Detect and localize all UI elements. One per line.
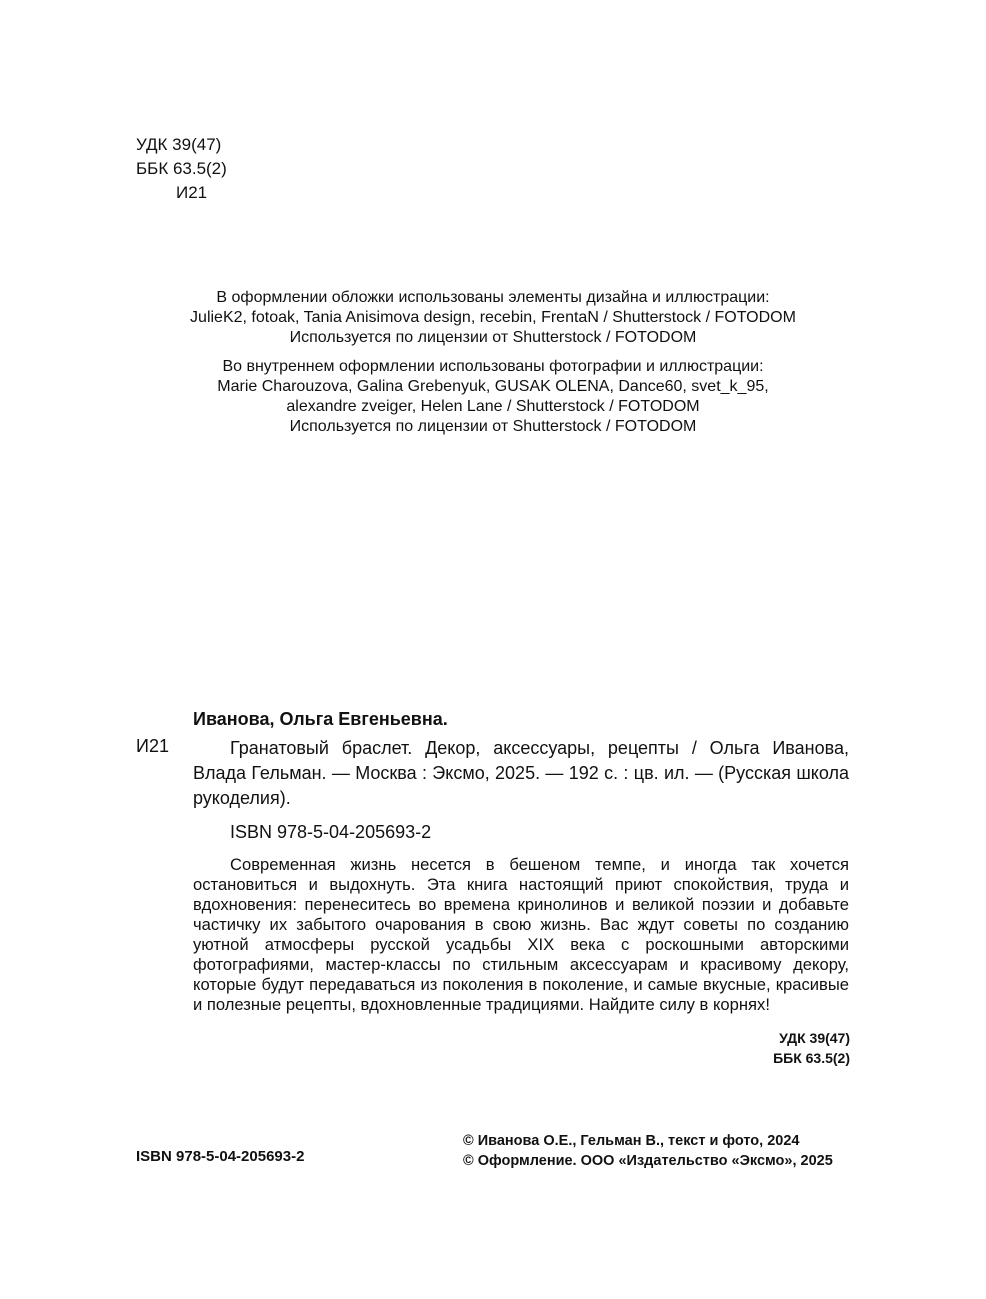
copyright-text: © Иванова О.Е., Гельман В., текст и фото, 2024: [463, 1133, 800, 1149]
bibliographic-author-code: И21: [136, 736, 169, 756]
classification-right: [773, 1028, 850, 1068]
cover-credits-line: В оформлении обложки использованы элементы дизайна и иллюстрации:: [216, 289, 770, 306]
bibliographic-description: Гранатовый браслет. Декор, аксессуары, рецепты / Ольга Иванова, Влада Гельман. — Москва : Эксмо, 2025. — 192 с. : цв. ил. — (Русская школа рукоделия).: [193, 738, 849, 808]
inner-credits-line: alexandre zveiger, Helen Lane / Shutterstock / FOTODOM: [286, 398, 700, 415]
author-heading: Иванова, Ольга Евгеньевна.: [193, 709, 448, 729]
inner-credits-line: Используется по лицензии от Shutterstock / FOTODOM: [289, 418, 697, 435]
cover-credits-line: Используется по лицензии от Shutterstock / FOTODOM: [289, 329, 697, 346]
cover-credits: [110, 288, 876, 348]
inner-credits-line: Marie Charouzova, Galina Grebenyuk, GUSAK OLENA, Dance60, svet_k_95,: [217, 378, 769, 395]
annotation-text: Современная жизнь несется в бешеном темпе, и иногда так хочется остановиться и выдохнуть. Эта книга настоящий приют спокойствия, труда и вдохновения: перенеситесь во времена кринолинов и великой поэзии и добавьте частичку их забытого очарования в свою жизнь. Вас ждут советы по созданию уютной атмосферы русской усадьбы XIX века с роскошными авторскими фотографиями, мастер-классы по стильным аксессуарам и красивому декору, которые будут передаваться из поколения в поколение, и самые вкусные, красивые и полезные рецепты, вдохновленные традициями. Найдите силу в корнях!: [193, 855, 849, 1014]
isbn-bottom: ISBN 978-5-04-205693-2: [136, 1148, 305, 1165]
classification-block: [136, 133, 227, 205]
bbk-code-right: ББК 63.5(2): [773, 1050, 850, 1066]
inner-credits-line: Во внутреннем оформлении использованы фотографии и иллюстрации:: [222, 358, 764, 375]
isbn-record: ISBN 978-5-04-205693-2: [230, 822, 432, 842]
udk-code: УДК 39(47): [136, 135, 222, 154]
copyright-design: © Оформление. ООО «Издательство «Эксмо», 2025: [463, 1153, 833, 1169]
inner-credits: [110, 357, 876, 437]
udk-code-right: УДК 39(47): [779, 1030, 850, 1046]
bbk-code: ББК 63.5(2): [136, 159, 227, 178]
cover-credits-line: JulieK2, fotoak, Tania Anisimova design, recebin, FrentaN / Shutterstock / FOTODOM: [190, 309, 796, 326]
author-code: И21: [176, 183, 208, 202]
copyright-block: [463, 1131, 833, 1171]
